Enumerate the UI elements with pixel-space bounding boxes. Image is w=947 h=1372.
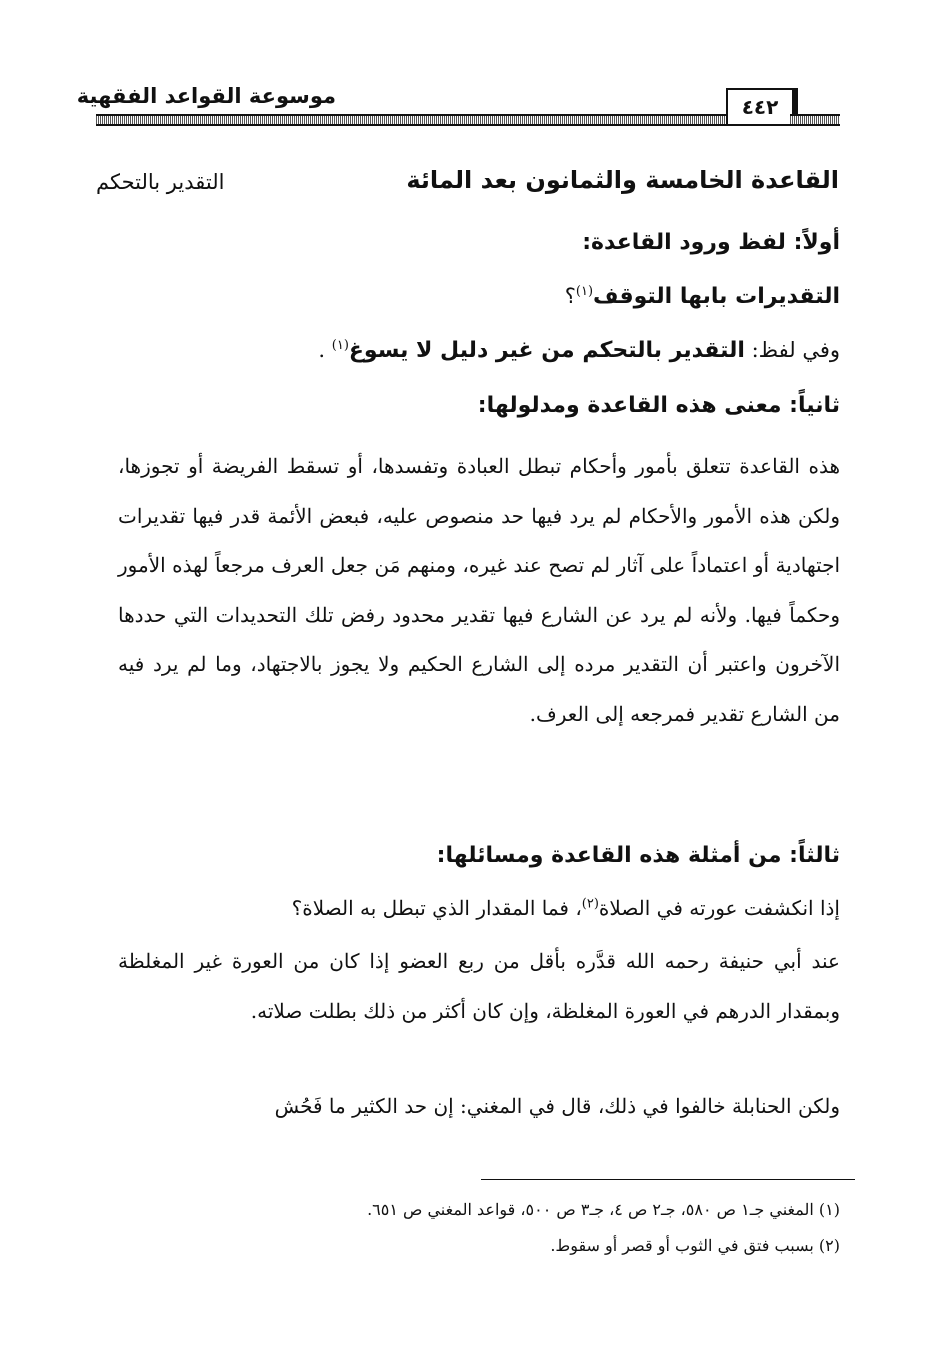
rule-wording-text: التقديرات بابها التوقف	[593, 284, 840, 309]
question-text: إذا انكشفت عورته في الصلاة	[598, 896, 840, 920]
footnote-separator	[481, 1179, 855, 1180]
footnote-1	[367, 1200, 840, 1219]
running-header	[76, 84, 840, 130]
example-question	[292, 896, 840, 920]
footnote-marker: (١)	[818, 1200, 840, 1219]
page-number: ٤٤٢	[726, 88, 798, 126]
alt-wording-end: .	[318, 338, 326, 362]
alt-wording-prefix: وفي لفظ:	[751, 338, 840, 362]
header-rule	[96, 114, 726, 126]
footnote-text: بسبب فتق في الثوب أو قصر أو سقوط.	[550, 1236, 814, 1255]
rule-short-title: التقدير بالتحكم	[96, 170, 225, 194]
section-heading-meaning: ثانياً: معنى هذه القاعدة ومدلولها:	[477, 393, 840, 418]
footnote-ref[interactable]: (١)	[331, 338, 349, 353]
section-heading-wording: أولاً: لفظ ورود القاعدة:	[582, 230, 840, 255]
question-text-end: ، فما المقدار الذي تبطل به الصلاة؟	[291, 896, 582, 920]
footnote-ref[interactable]: (٢)	[581, 896, 599, 912]
footnote-text: المغني جـ١ ص ٥٨٠، جـ٢ ص ٤، جـ٣ ص ٥٠٠، قواعد المغني ص ٦٥١.	[367, 1200, 814, 1219]
footnote-marker: (٢)	[818, 1236, 840, 1255]
section-heading-examples: ثالثاً: من أمثلة هذه القاعدة ومسائلها:	[436, 843, 840, 868]
continuation-line: ولكن الحنابلة خالفوا في ذلك، قال في المغني: إن حد الكثير ما فَحُش	[274, 1094, 840, 1118]
example-paragraph: عند أبي حنيفة رحمه الله قدَّره بأقل من ربع العضو إذا كان من العورة غير المغلظة وبمقدار الدرهم في العورة المغلظة، وإن كان أكثر من ذلك بطلت صلاته.	[118, 949, 840, 1023]
rule-title: القاعدة الخامسة والثمانون بعد المائة	[406, 166, 839, 194]
alt-wording-text: التقدير بالتحكم من غير دليل لا يسوغ	[348, 338, 745, 363]
rule-wording-end: ؟	[564, 284, 576, 308]
footnote-ref[interactable]: (١)	[575, 284, 594, 299]
meaning-paragraph: هذه القاعدة تتعلق بأمور وأحكام تبطل العبادة وتفسدها، أو تسقط الفريضة أو تجوزها، ولكن هذه الأمور والأحكام لم يرد فيها حد منصوص عليه، فبعض الأئمة قدر فيها تقديرات اجتهادية أو اعتماداً على آثار لم تصح عند غيره، ومنهم مَن جعل العرف مرجعاً لهذه الأمور وحكماً فيها. ولأنه لم يرد عن الشارع فيها تقدير محدود رفض تلك التحديدات التي حددها الآخرون واعتبر أن التقدير مرده إلى الشارع الحكيم ولا يجوز بالاجتهاد، وما لم يرد فيه من الشارع تقدير فمرجعه إلى العرف.	[118, 454, 840, 726]
rule-wording	[565, 284, 840, 309]
rule-alt-wording	[318, 338, 840, 363]
book-title: موسوعة القواعد الفقهية	[76, 84, 336, 108]
header-rule-right	[790, 114, 840, 126]
footnote-2	[550, 1236, 840, 1255]
